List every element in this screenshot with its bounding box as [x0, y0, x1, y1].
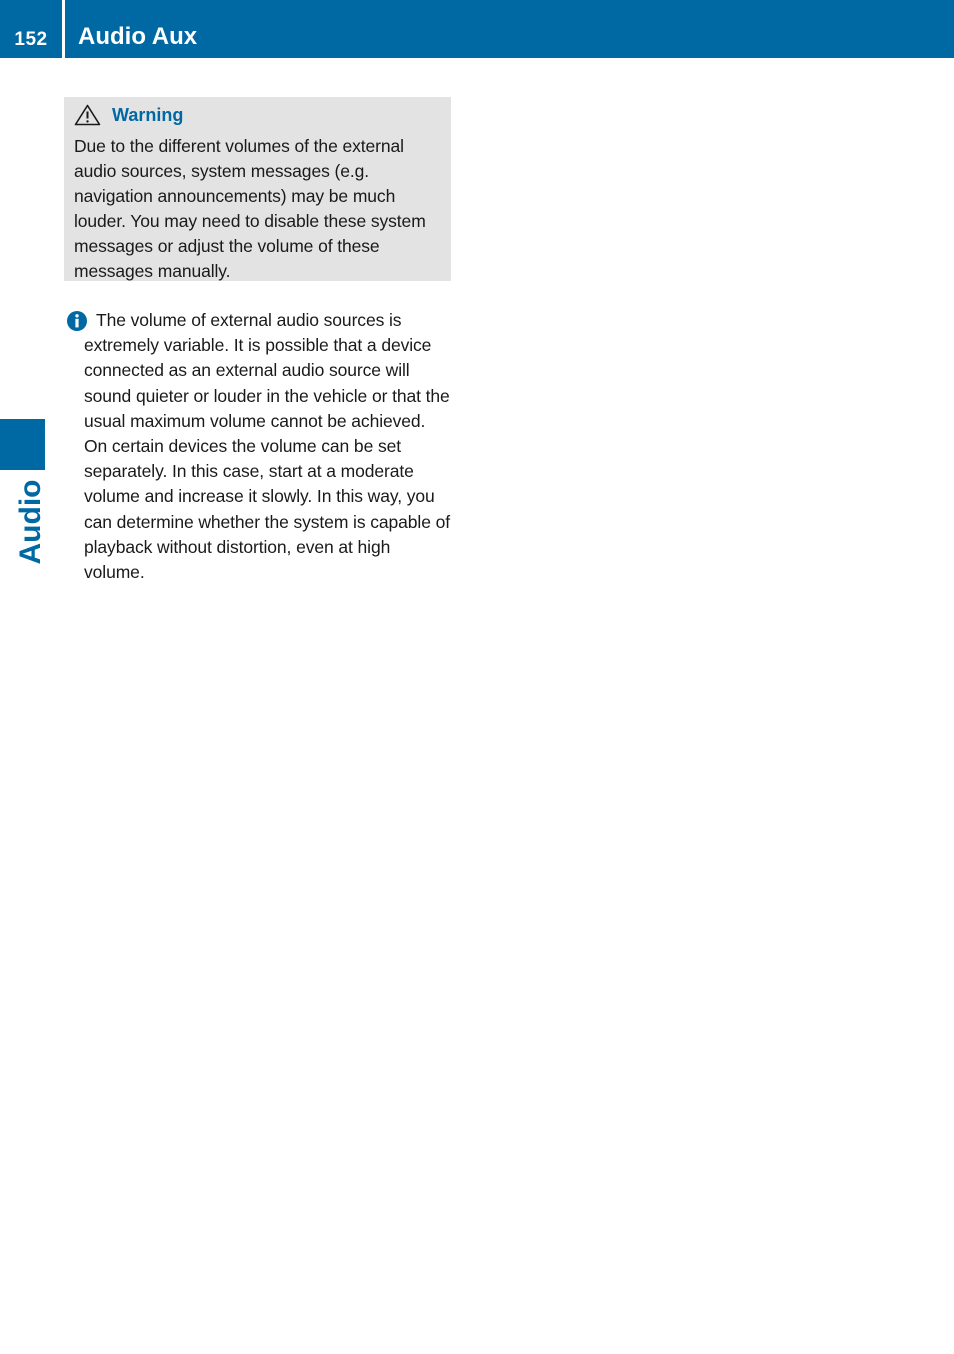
warning-title: Warning — [112, 104, 184, 125]
info-icon — [66, 310, 88, 332]
header-bar — [0, 0, 954, 58]
warning-box — [64, 97, 451, 281]
side-tab-marker — [0, 419, 45, 470]
page-number: 152 — [14, 29, 48, 50]
info-text: The volume of external audio sources is extremely variable. It is possible that a device connected as an external audio source will sound quieter or louder in the vehicle or that the usual maximum volume cannot be achieved. On certain devices the volume can be set separately. In this case, start at a moderate volume and increase it slowly. In this way, you can determine whether the system is capable of playback without distortion, even at high volume. — [84, 310, 451, 583]
warning-text: Due to the different volumes of the external audio sources, system messages (e.g. navigation announcements) may be much louder. You may need to disable these system messages or adjust the volume of these messages manually. — [74, 136, 426, 281]
warning-triangle-icon — [74, 104, 101, 126]
info-note — [66, 308, 452, 585]
warning-heading — [74, 103, 443, 127]
section-title: Audio Aux — [78, 23, 198, 50]
header-divider — [62, 0, 65, 58]
side-tab-label: Audio — [14, 479, 47, 565]
